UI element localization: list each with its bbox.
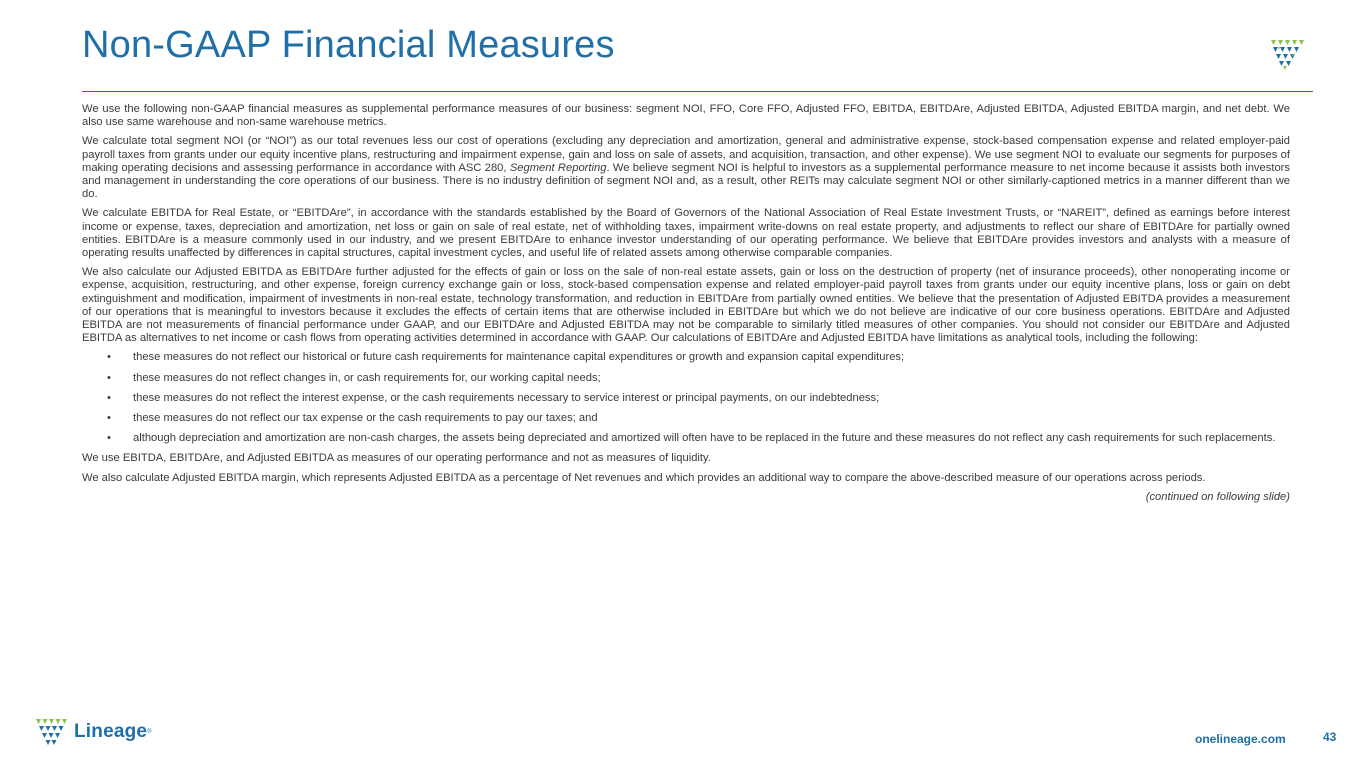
logo-wordmark: Lineage (74, 721, 148, 742)
list-item (82, 392, 1290, 405)
limitations-list (82, 351, 1290, 445)
list-item-text: these measures do not reflect our tax expense or the cash requirements to pay our taxes; and (133, 412, 598, 425)
list-item-text: these measures do not reflect the interest expense, or the cash requirements necessary to service interest or principal payments, on our indebtedness; (133, 391, 880, 404)
segment-reporting-reference: Segment Reporting (509, 161, 607, 174)
continued-note: (continued on following slide) (1145, 490, 1290, 503)
list-item (82, 372, 1290, 385)
registered-mark: ® (147, 729, 152, 735)
title-divider (82, 91, 1313, 92)
list-item (82, 412, 1290, 425)
bullet-icon: • (107, 432, 111, 445)
slide-body (82, 103, 1290, 504)
segment-noi-text-start: We calculate total segment NOI (or “NOI”) as our total revenues less our cost of operations (excluding any depreciation and amortization, general and administrative expense, stock-based compensation expense and related employer-paid payroll taxes from grants under our equity incentive plans, restructuring and impairment expense, gain and loss on sale of assets, and acquisition, transaction, and other expense). We use segment NOI to evaluate our segments for purposes of making operating decisions and assessing performance in accordance with ASC 280, (82, 135, 1290, 174)
paragraph-ebitdare: We calculate EBITDA for Real Estate, or “EBITDAre”, in accordance with the standards established by the Board of Governors of the National Association of Real Estate Investment Trusts, or “NAREIT”, defined as earnings before interest income or expense, taxes, depreciation and amortization, net loss or gain on sale of real estate, net of withholding taxes, impairment write-downs on real estate property, and adjustments to reflect our share of EBITDAre for partially owned entities. EBITDAre is a measure commonly used in our industry, and we present EBITDAre to enhance investor understanding of our operating performance. We believe that EBITDAre provides investors and analysts with a measure of operating results unaffected by differences in capital structures, capital investment cycles, and useful life of related assets among otherwise comparable companies. (82, 207, 1290, 260)
lineage-shield-icon (1270, 37, 1304, 71)
list-item-text: these measures do not reflect changes in, or cash requirements for, our working capital needs; (133, 371, 601, 384)
paragraph-liquidity-note: We use EBITDA, EBITDAre, and Adjusted EBITDA as measures of our operating performance and not as measures of liquidity. (82, 452, 711, 465)
segment-noi-text-end: . We believe segment NOI is helpful to investors as a supplemental performance measure to net income because it assists both investors and management in understanding the core operations of our business. There is no industry definition of segment NOI and, as a result, other REITs may calculate segment NOI or other similarly-captioned metrics in a manner different than we do. (82, 161, 1290, 201)
list-item-text: these measures do not reflect our historical or future cash requirements for maintenance capital expenditures or growth and expansion capital expenditures; (133, 351, 905, 364)
bullet-icon: • (107, 351, 111, 364)
bullet-icon: • (107, 412, 111, 425)
page-number: 43 (1323, 730, 1337, 744)
list-item (82, 351, 1290, 364)
bullet-icon: • (107, 371, 111, 384)
list-item-text: although depreciation and amortization are non-cash charges, the assets being depreciated and amortized will often have to be replaced in the future and these measures do not reflect any cash requirements for such replacements. (133, 432, 1276, 445)
bullet-icon: • (107, 391, 111, 404)
website-link[interactable]: onelineage.com (1195, 732, 1286, 746)
paragraph-ebitda-margin: We also calculate Adjusted EBITDA margin, which represents Adjusted EBITDA as a percentage of Net revenues and which provides an additional way to compare the above-described measure of our operations across periods. (82, 471, 1206, 484)
lineage-logo (36, 716, 152, 748)
paragraph-adjusted-ebitda: We also calculate our Adjusted EBITDA as EBITDAre further adjusted for the effects of gain or loss on the sale of non-real estate assets, gain or loss on the destruction of property (net of insurance proceeds), other nonoperating income or expense, acquisition, restructuring, and other expense, foreign currency exchange gain or loss, stock-based compensation expense and related employer-paid payroll taxes from grants under our equity incentive plans, loss or gain on debt extinguishment and modification, impairment of investments in non-real estate, technology transformation, and reduction in EBITDAre from partially owned entities. We believe that the presentation of Adjusted EBITDA provides a measurement of our operations that is meaningful to investors because it excludes the effects of certain items that are otherwise included in EBITDAre but which we do not believe are indicative of our core business operations. EBITDAre and Adjusted EBITDA are not measurements of financial performance under GAAP, and our EBITDAre and Adjusted EBITDA may not be comparable to similarly titled measures of other companies. You should not consider our EBITDAre and Adjusted EBITDA as alternatives to net income or cash flows from operating activities determined in accordance with GAAP. Our calculations of EBITDAre and Adjusted EBITDA have limitations as analytical tools, including the following: (82, 266, 1290, 345)
paragraph-segment-noi (82, 135, 1290, 201)
slide-title: Non-GAAP Financial Measures (82, 24, 615, 66)
lineage-shield-icon (36, 717, 70, 747)
list-item (82, 432, 1290, 445)
paragraph-non-gaap-intro: We use the following non-GAAP financial measures as supplemental performance measures of our business: segment NOI, FFO, Core FFO, Adjusted FFO, EBITDA, EBITDAre, Adjusted EBITDA, Adjusted EBITDA margin, and net debt. We also use same warehouse and non-same warehouse metrics. (82, 103, 1290, 129)
